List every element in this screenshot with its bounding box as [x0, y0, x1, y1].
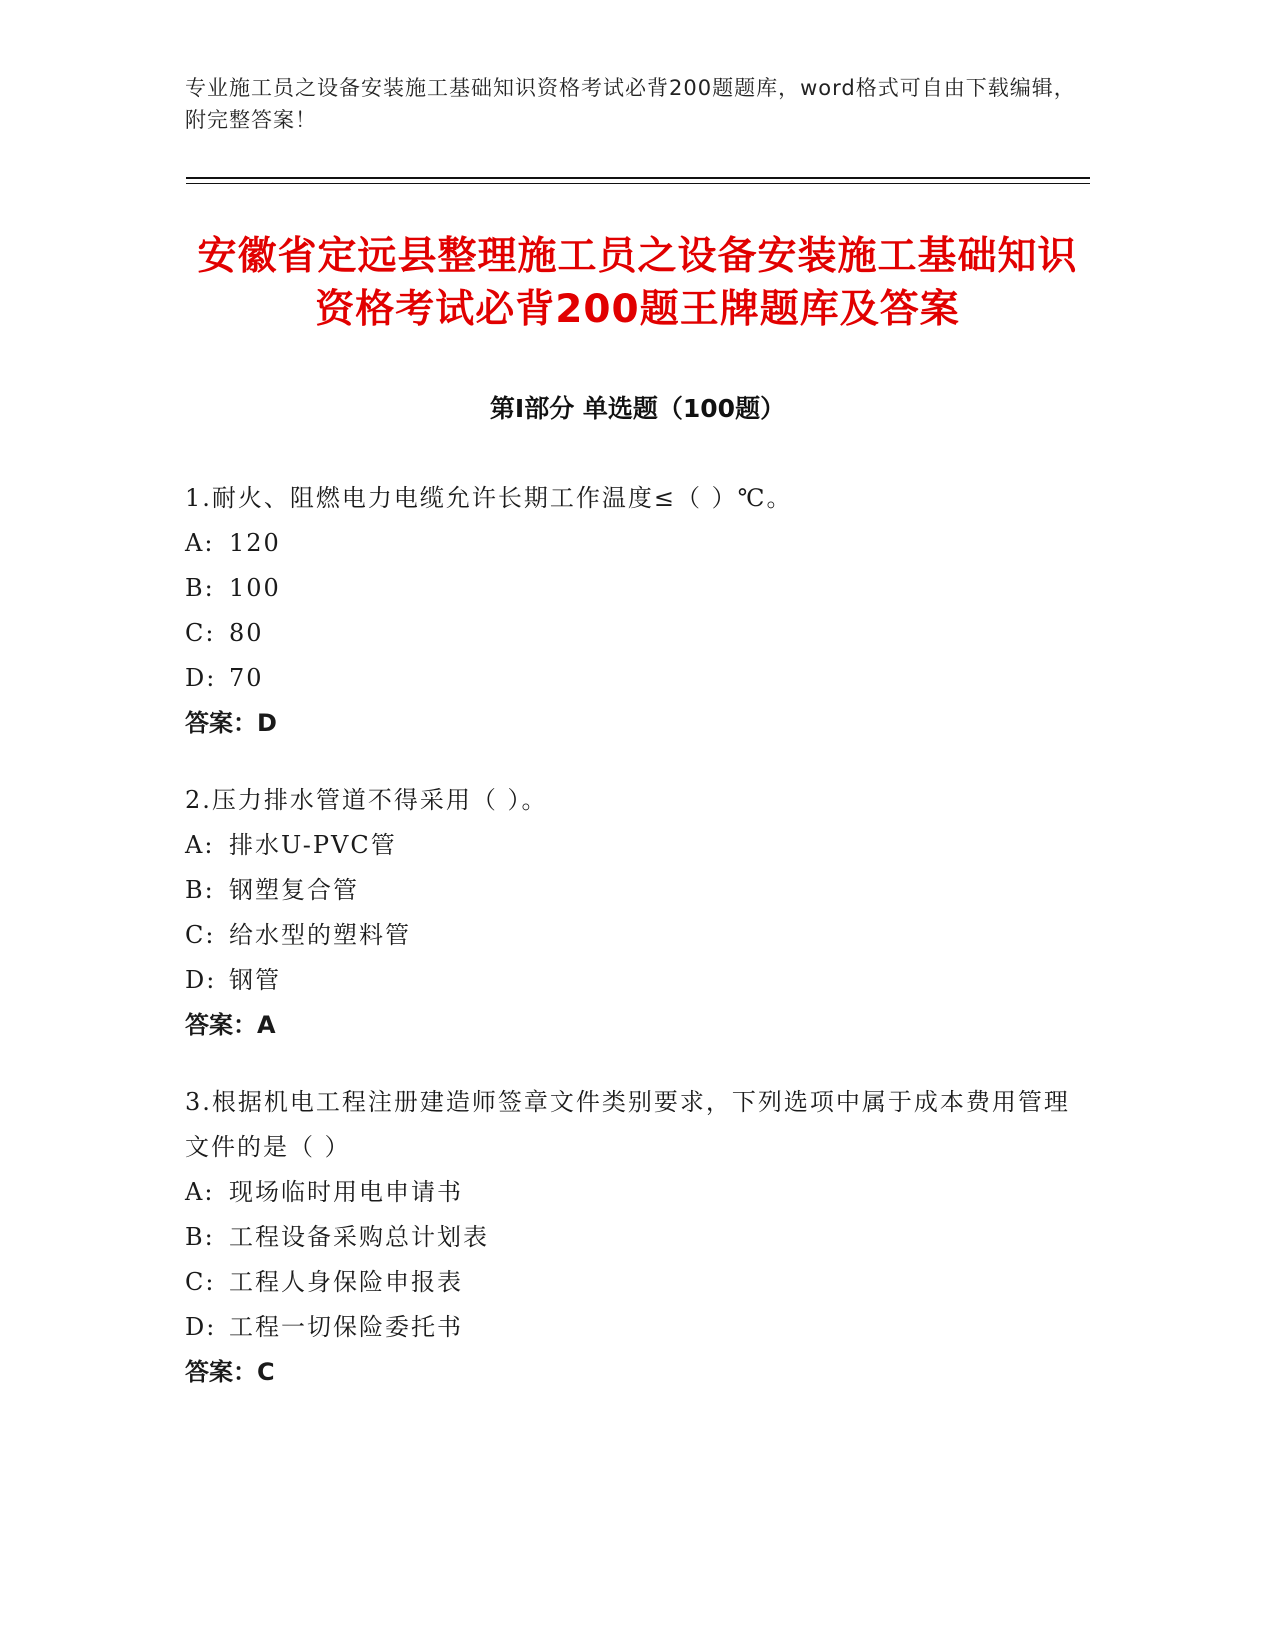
option-b	[185, 868, 1085, 913]
option-text: 排水U-PVC管	[229, 831, 397, 859]
option-key: C:	[185, 921, 216, 949]
document-title: 安徽省定远县整理施工员之设备安装施工基础知识资格考试必背200题王牌题库及答案	[197, 234, 1078, 332]
answer-line: 答案：D	[185, 709, 277, 737]
header-note: 专业施工员之设备安装施工基础知识资格考试必背200题题库，word格式可自由下载编辑，附完整答案！	[185, 76, 1076, 132]
question-stem: 2.压力排水管道不得采用（ ）。	[185, 786, 548, 814]
question-stem: 3.根据机电工程注册建造师签章文件类别要求，下列选项中属于成本费用管理文件的是（ ）	[185, 1088, 1070, 1161]
option-key: D:	[185, 1313, 217, 1341]
option-text: 120	[229, 529, 281, 557]
question-3	[185, 1080, 1085, 1395]
option-key: D:	[185, 664, 217, 692]
option-key: D:	[185, 966, 217, 994]
option-text: 70	[229, 664, 264, 692]
answer-line: 答案：A	[185, 1011, 276, 1039]
option-d	[185, 1305, 1085, 1350]
option-b	[185, 566, 1085, 611]
option-text: 工程设备采购总计划表	[229, 1223, 489, 1251]
option-a	[185, 1170, 1085, 1215]
option-key: A:	[185, 831, 215, 859]
option-key: C:	[185, 1268, 216, 1296]
option-text: 工程人身保险申报表	[229, 1268, 463, 1296]
option-key: C:	[185, 619, 216, 647]
option-key: B:	[185, 876, 215, 904]
option-text: 80	[229, 619, 264, 647]
option-a	[185, 823, 1085, 868]
option-c	[185, 611, 1085, 656]
option-key: B:	[185, 1223, 215, 1251]
question-stem: 1.耐火、阻燃电力电缆允许长期工作温度≤（ ）℃。	[185, 484, 793, 512]
option-text: 给水型的塑料管	[229, 921, 411, 949]
option-key: B:	[185, 574, 215, 602]
option-b	[185, 1215, 1085, 1260]
option-c	[185, 1260, 1085, 1305]
option-text: 现场临时用电申请书	[229, 1178, 463, 1206]
section-heading: 第Ⅰ部分 单选题（100题）	[489, 394, 786, 423]
option-key: A:	[185, 1178, 215, 1206]
option-a	[185, 521, 1085, 566]
option-d	[185, 656, 1085, 701]
answer-line: 答案：C	[185, 1358, 275, 1386]
option-text: 钢塑复合管	[229, 876, 359, 904]
option-text: 工程一切保险委托书	[229, 1313, 463, 1341]
option-c	[185, 913, 1085, 958]
header-rule-thick	[186, 177, 1090, 179]
question-list	[185, 476, 1085, 1427]
option-text: 钢管	[229, 966, 281, 994]
option-text: 100	[229, 574, 281, 602]
header-rule-thin	[186, 183, 1090, 184]
question-2	[185, 778, 1085, 1048]
option-d	[185, 958, 1085, 1003]
option-key: A:	[185, 529, 215, 557]
question-1	[185, 476, 1085, 746]
